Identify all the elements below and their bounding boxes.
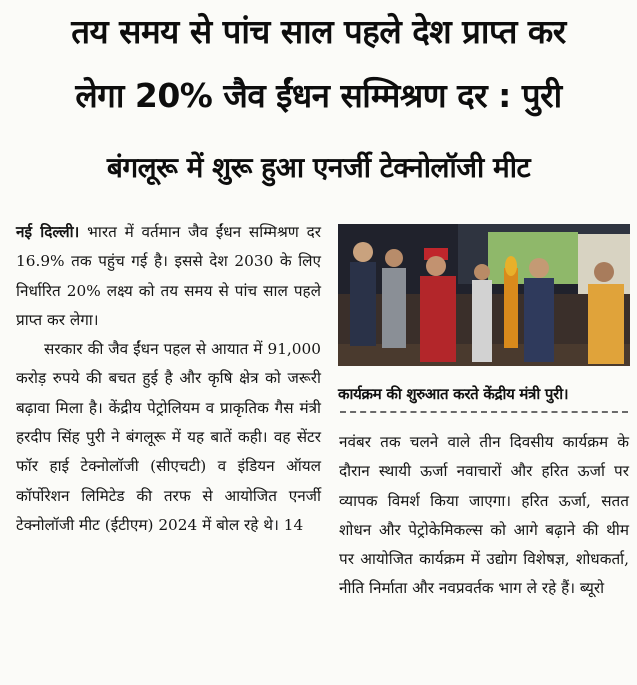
article-paragraph-2: सरकार की जैव ईंधन पहल से आयात में 91,000 करोड़ रुपये की बचत हुई है और कृषि क्षेत्र को जरूरी बढ़ावा मिला है। केंद्रीय पेट्रोलियम व प्राकृतिक गैस मंत्री हरदीप सिंह पुरी ने बंगलूरू में यह बातें कही। वह सेंटर फॉर हाई टेक्नोलॉजी (सीएचटी) व इंडियन ऑयल कॉर्पोरेशन लिमिटेड की तरफ से आयोजित एनर्जी टेक्नोलॉजी मीट (ईटीएम) 2024 में बोल रहे थे। 14: [16, 340, 321, 534]
dateline: नई दिल्ली।: [16, 223, 80, 241]
article-paragraph-3: नवंबर तक चलने वाले तीन दिवसीय कार्यक्रम के दौरान स्थायी ऊर्जा नवाचारों और हरित ऊर्जा पर व्यापक विमर्श किया जाएगा। हरित ऊर्जा, सतत शोधन और पेट्रोकेमिकल्स को आगे बढ़ाने की थीम पर आयोजित कार्यक्रम में उद्योग विशेषज्ञ, शोधकर्ता, नीति निर्माता और नवप्रवर्तक भाग ले रहे हैं। ब्यूरो: [339, 433, 629, 598]
subheadline: बंगलूरू में शुरू हुआ एनर्जी टेक्नोलॉजी मीट: [106, 151, 531, 184]
event-photo: [338, 224, 630, 366]
article-paragraph-1: [16, 218, 321, 335]
headline-line-1: तय समय से पांच साल पहले देश प्राप्त कर: [71, 12, 566, 51]
caption-divider: [340, 411, 628, 413]
article-column-left: [16, 218, 321, 540]
article-column-right: [339, 428, 629, 604]
event-photo-illustration: [338, 224, 630, 366]
photo-caption: कार्यक्रम की शुरुआत करते केंद्रीय मंत्री पुरी।: [338, 385, 569, 403]
paragraph-1-text: भारत में वर्तमान जैव ईंधन सम्मिश्रण दर 16.9% तक पहुंच गई है। इससे देश 2030 के लिए निर्धारित 20% लक्ष्य को तय समय से पांच साल पहले प्राप्त कर लेगा।: [16, 223, 321, 329]
headline-line-2: लेगा 20% जैव ईंधन सम्मिश्रण दर : पुरी: [75, 76, 562, 115]
